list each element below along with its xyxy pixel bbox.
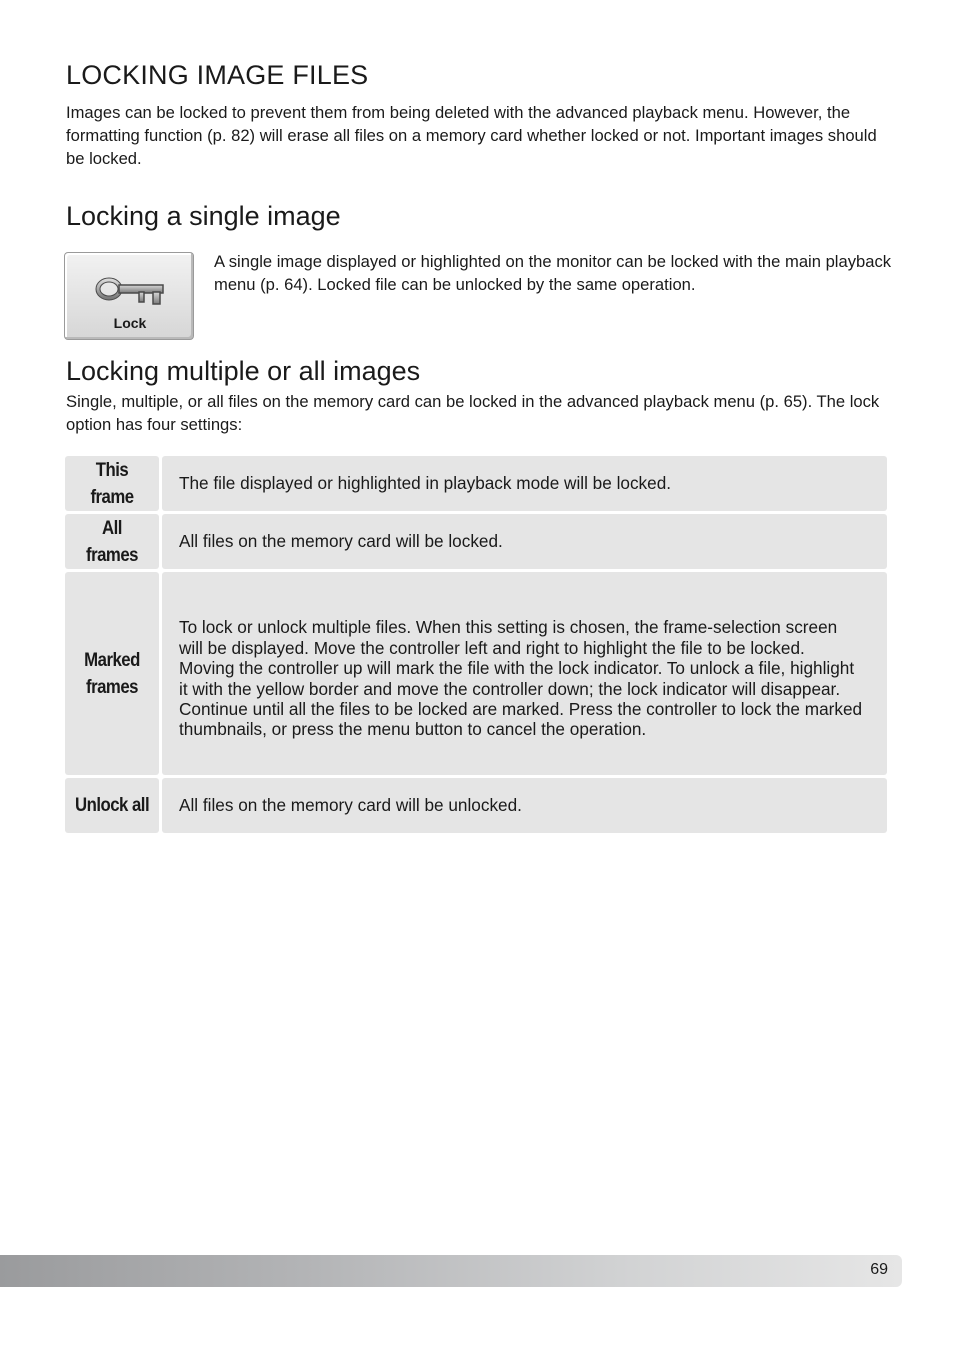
option-name: Marked frames — [65, 572, 159, 775]
lock-button-illustration — [64, 252, 194, 340]
table-row — [65, 514, 887, 569]
option-name: This frame — [65, 456, 159, 511]
intro-paragraph: Images can be locked to prevent them from being deleted with the advanced playback menu. However, the formatting function (p. 82) will erase all files on a memory card whether locked or not. Important images should be locked. — [66, 103, 877, 168]
table-row — [65, 778, 887, 833]
section-heading-single: Locking a single image — [66, 201, 341, 231]
section-heading-multiple: Locking multiple or all images — [66, 356, 421, 386]
table-row — [65, 456, 887, 511]
option-description: To lock or unlock multiple files. When this setting is chosen, the frame-selection screen will be displayed. Move the controller left and right to highlight the file to be locked. Moving the controller up will mark the file with the lock indicator. To unlock a file, highlight it with the yellow border and move the controller down; the lock indicator will disappear. Continue until all the files to be locked are marked. Press the controller to lock the marked thumbnails, or press the menu button to cancel the operation. — [162, 572, 887, 775]
key-icon — [95, 271, 165, 307]
option-description: All files on the memory card will be unlocked. — [162, 778, 887, 833]
multiple-description: Single, multiple, or all files on the memory card can be locked in the advanced playback menu (p. 65). The lock option has four settings: — [66, 392, 880, 434]
option-description: All files on the memory card will be locked. — [162, 514, 887, 569]
table-row — [65, 572, 887, 775]
lock-settings-table — [65, 456, 887, 836]
single-description: A single image displayed or highlighted on the monitor can be locked with the main playback menu (p. 64). Locked file can be unlocked by the same operation. — [214, 252, 892, 294]
option-name: Unlock all — [65, 778, 159, 833]
lock-button-label: Lock — [113, 315, 147, 331]
option-description: The file displayed or highlighted in playback mode will be locked. — [162, 456, 887, 511]
footer-bar — [0, 1255, 902, 1287]
page-number: 69 — [870, 1261, 888, 1278]
option-name: All frames — [65, 514, 159, 569]
page-title: LOCKING IMAGE FILES — [66, 60, 369, 90]
